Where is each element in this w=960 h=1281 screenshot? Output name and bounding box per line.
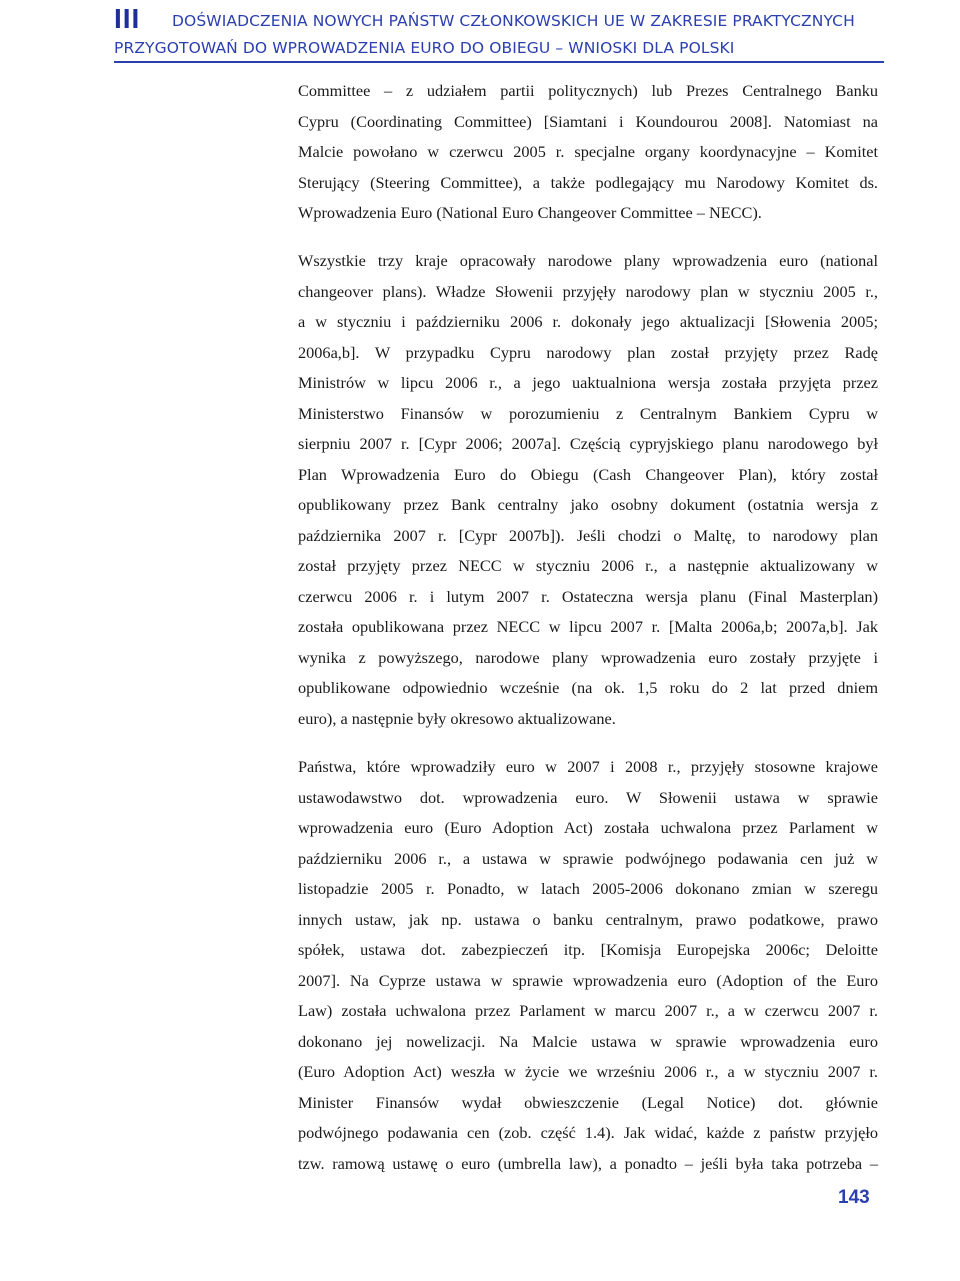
text-line: czerwcu 2006 r. i lutym 2007 r. Ostateczna wersja planu (Final Masterplan) (298, 586, 878, 606)
text-line: changeover plans). Władze Słowenii przyjęły narodowy plan w styczniu 2005 r., (298, 281, 878, 301)
text-line: Ministrów w lipcu 2006 r., a jego uaktualniona wersja została przyjęta przez (298, 373, 878, 392)
paragraph-3 (298, 752, 878, 1179)
page-number: 143 (838, 1187, 870, 1208)
text-line: 2007]. Na Cyprze ustawa w sprawie wprowadzenia euro (Adoption of the Euro (298, 970, 878, 990)
text-line: październiku 2006 r., a ustawa w sprawie podwójnego podawania cen już w (298, 848, 878, 868)
text-line: podwójnego podawania cen (zob. część 1.4). Jak widać, każde z państw przyjęło (298, 1123, 878, 1142)
text-line: Ministerstwo Finansów w porozumieniu z Centralnym Bankiem Cypru w (298, 403, 878, 423)
text-line: wprowadzenia euro (Euro Adoption Act) została uchwalona przez Parlament w (298, 818, 878, 837)
text-line: tzw. ramową ustawę o euro (umbrella law), a ponadto – jeśli była taka potrzeba – (298, 1153, 878, 1173)
text-line: opublikowany przez Bank centralny jako osobny dokument (ostatnia wersja z (298, 495, 878, 514)
text-line: Wszystkie trzy kraje opracowały narodowe plany wprowadzenia euro (national (298, 251, 878, 270)
text-line: został przyjęty przez NECC w styczniu 2006 r., a następnie aktualizowany w (298, 556, 878, 575)
text-line: euro), a następnie były okresowo aktualizowane. (298, 708, 616, 728)
text-line: wynika z powyższego, narodowe plany wprowadzenia euro zostały przyjęte i (298, 647, 878, 667)
text-line: dokonano jej nowelizacji. Na Malcie ustawa w sprawie wprowadzenia euro (298, 1031, 878, 1051)
text-line: Malcie powołano w czerwcu 2005 r. specjalne organy koordynacyjne – Komitet (298, 142, 878, 161)
text-line: (Euro Adoption Act) weszła w życie we wrześniu 2006 r., a w styczniu 2007 r. (298, 1062, 878, 1081)
text-line: listopadzie 2005 r. Ponadto, w latach 2005-2006 dokonano zmian w szeregu (298, 879, 878, 898)
text-line: Law) została uchwalona przez Parlament w marcu 2007 r., a w czerwcu 2007 r. (298, 1001, 878, 1020)
header-title-line-1: DOŚWIADCZENIA NOWYCH PAŃSTW CZŁONKOWSKICH UE W ZAKRESIE PRAKTYCZNYCH (172, 12, 855, 30)
text-line: innych ustaw, jak np. ustawa o banku centralnym, prawo podatkowe, prawo (298, 909, 878, 929)
text-line: Plan Wprowadzenia Euro do Obiegu (Cash Changeover Plan), który został (298, 464, 878, 484)
header-title-line-2: PRZYGOTOWAŃ DO WPROWADZENIA EURO DO OBIEGU – WNIOSKI DLA POLSKI (114, 39, 735, 57)
text-line: ustawodawstwo dot. wprowadzenia euro. W Słowenii ustawa w sprawie (298, 787, 878, 807)
text-line: Cypru (Coordinating Committee) [Siamtani i Koundourou 2008]. Natomiast na (298, 111, 878, 131)
text-line: opublikowane odpowiednio wcześnie (na ok. 1,5 roku do 2 lat przed dniem (298, 678, 878, 697)
text-line: została opublikowana przez NECC w lipcu 2007 r. [Malta 2006a,b; 2007a,b]. Jak (298, 617, 878, 636)
text-line: sierpniu 2007 r. [Cypr 2006; 2007a]. Częścią cypryjskiego planu narodowego był (298, 434, 878, 453)
text-line: Sterujący (Steering Committee), a także podlegający mu Narodowy Komitet ds. (298, 172, 878, 192)
text-line: października 2007 r. [Cypr 2007b]). Jeśli chodzi o Maltę, to narodowy plan (298, 525, 878, 545)
text-line: 2006a,b]. W przypadku Cypru narodowy plan został przyjęty przez Radę (298, 342, 878, 362)
text-line: Państwa, które wprowadziły euro w 2007 i 2008 r., przyjęły stosowne krajowe (298, 757, 878, 776)
chapter-number: III (114, 3, 141, 34)
text-line: Wprowadzenia Euro (National Euro Changeover Committee – NECC). (298, 203, 762, 222)
paragraph-1 (298, 76, 878, 229)
text-line: spółek, ustawa dot. zabezpieczeń itp. [Komisja Europejska 2006c; Deloitte (298, 940, 878, 959)
text-line: Minister Finansów wydał obwieszczenie (Legal Notice) dot. głównie (298, 1092, 878, 1112)
text-line: Committee – z udziałem partii politycznych) lub Prezes Centralnego Banku (298, 81, 878, 100)
text-line: a w styczniu i październiku 2006 r. dokonały jego aktualizacji [Słowenia 2005; (298, 312, 878, 331)
paragraph-2 (298, 246, 878, 734)
header-divider (114, 61, 884, 63)
